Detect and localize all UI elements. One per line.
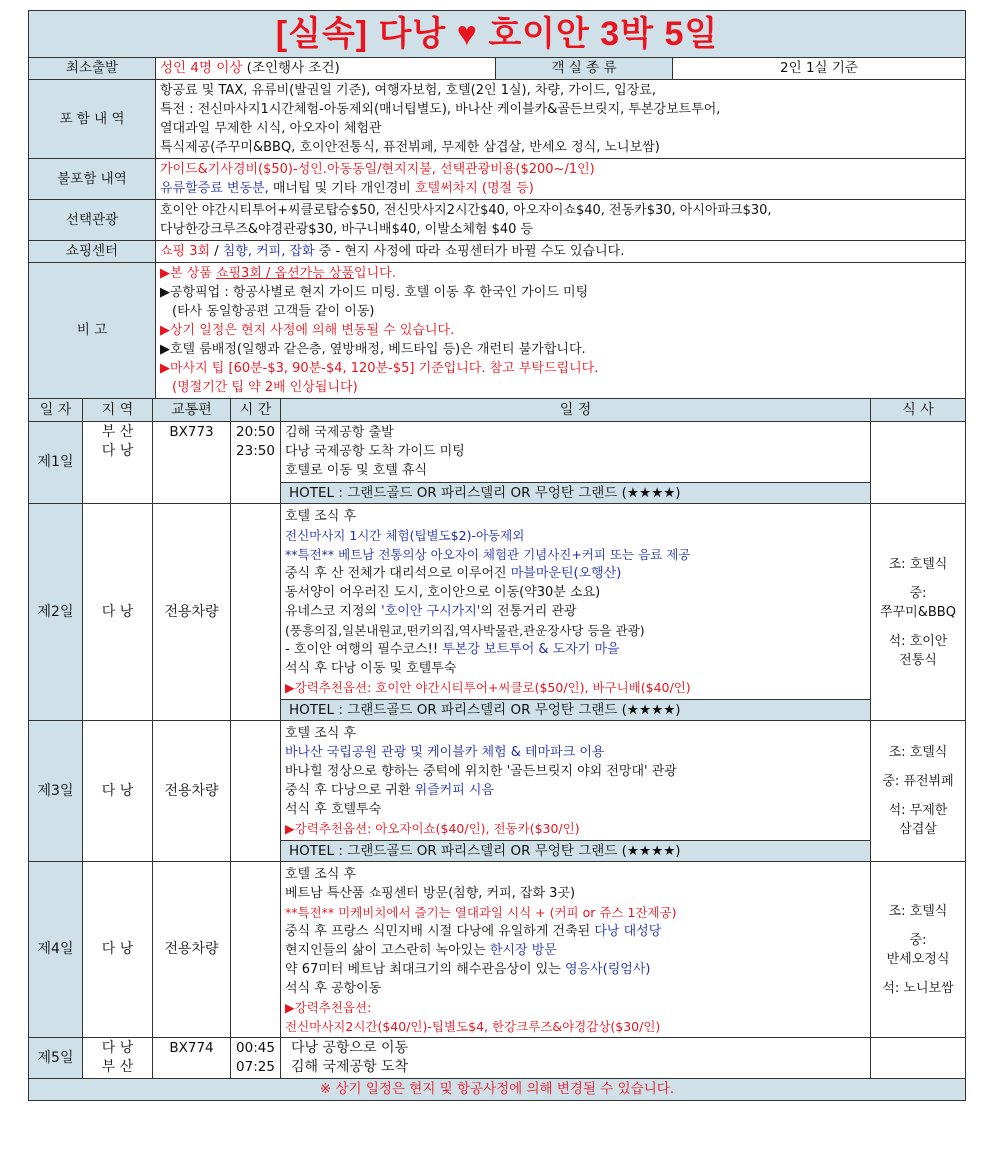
day5-meal: [871, 1038, 966, 1079]
shopping-label: 쇼핑센터: [29, 241, 156, 263]
day4-time: [231, 862, 281, 1038]
header-transport: 교통편: [153, 399, 231, 422]
info-table: [28, 10, 966, 399]
optional-tour-label: 선택관광: [29, 200, 156, 241]
day2-time: [231, 504, 281, 721]
day4-region: 다 낭: [83, 862, 153, 1038]
min-departure-label: 최소출발: [29, 58, 156, 80]
day1-flight: BX773: [153, 422, 231, 504]
day4-meal: 조: 호텔식 중: 반세오정식 석: 노니보쌈: [871, 862, 966, 1038]
day4-label: 제4일: [29, 862, 83, 1038]
day3-hotel: HOTEL : 그랜드골드 OR 파리스델리 OR 무엉탄 그랜드 (★★★★): [281, 840, 870, 861]
header-day: 일 자: [29, 399, 83, 422]
header-itinerary: 일 정: [281, 399, 871, 422]
day3-region: 다 낭: [83, 721, 153, 862]
footer-note: ※ 상기 일정은 현지 및 항공사정에 의해 변경될 수 있습니다.: [29, 1079, 966, 1101]
day1-label: 제1일: [29, 422, 83, 504]
day2-region: 다 낭: [83, 504, 153, 721]
optional-tour-content: 호이안 야간시티투어+씨클로탑승$50, 전신맛사지2시간$40, 아오자이쇼$40, 전동카$30, 아시아파크$30, 다낭한강크루즈&야경관광$30, 바구니배$40, 이발소체험 $40 등: [156, 200, 966, 241]
shopping-content: 쇼핑 3회 / 침향, 커피, 잡화 중 - 현지 사정에 따라 쇼핑센터가 바뀔 수도 있습니다.: [156, 241, 966, 263]
schedule-table: [28, 398, 966, 1101]
day3-time: [231, 721, 281, 862]
include-content: 항공료 및 TAX, 유류비(발권일 기준), 여행자보험, 호텔(2인 1실), 차량, 가이드, 입장료, 특전 : 전신마사지1시간체험-아동제외(매너팁별도), 바나산 케이블카&골든브릿지, 투본강보트투어, 열대과일 무제한 시식, 아오자이 체험관 특식제공(주꾸미&BBQ, 호이안전통식, 퓨전뷔페, 무제한 삼겹살, 반세오 정식, 노니보쌈): [156, 80, 966, 159]
header-time: 시 간: [231, 399, 281, 422]
day3-label: 제3일: [29, 721, 83, 862]
remarks-label: 비 고: [29, 263, 156, 399]
day5-itinerary: 다낭 공항으로 이동 김해 국제공항 도착: [281, 1038, 871, 1079]
day1-hotel: HOTEL : 그랜드골드 OR 파리스델리 OR 무엉탄 그랜드 (★★★★): [281, 482, 870, 503]
day1-meal: [871, 422, 966, 504]
exclude-label: 불포함 내역: [29, 159, 156, 200]
day4-itinerary: 호텔 조식 후 베트남 특산품 쇼핑센터 방문(침향, 커피, 잡화 3곳) **특전** 미케비치에서 즐기는 열대과일 시식 + (커피 or 쥬스 1잔제공) 중식 후 프랑스 식민지배 시절 다낭에 유일하게 건축된 다낭 대성당 현지인들의 삶이 고스란히 녹아있는 한시장 방문 약 67미터 베트남 최대크기의 해수관음상이 있는 영응사(링엄사) 석식 후 공항이동 ▶강력추천옵션: 전신마사지2시간($40/인)-팁별도$4, 한강크루즈&야경감상($30/인): [281, 862, 871, 1038]
day2-itinerary: 호텔 조식 후 전신마사지 1시간 체험(팁별도$2)-아동제외 **특전** 베트남 전통의상 아오자이 체험관 기념사진+커피 또는 음료 제공 중식 후 산 전체가 대리석으로 이루어진 마블마운틴(오행산) 동서양이 어우러진 도시, 호이안으로 이동(약30분 소요) 유네스코 지정의 '호이안 구시가지'의 전통거리 관광 (풍흥의집,일본내원교,떤키의집,역사박물관,관운장사당 등을 관광) - 호이안 여행의 필수코스!! 투본강 보트투어 & 도자기 마을 석식 후 다낭 이동 및 호텔투숙 ▶강력추천옵션: 호이안 야간시티투어+씨클로($50/인), 바구니배($40/인) HOTEL : 그랜드골드 OR 파리스델리 OR 무엉탄 그랜드 (★★★★): [281, 504, 871, 721]
exclude-content: 가이드&기사경비($50)-성인.아동동일/현지지불, 선택관광비용($200~/1인) 유류할증료 변동분, 매너팁 및 기타 개인경비 호텔써차지 (명절 등): [156, 159, 966, 200]
min-departure-value: 성인 4명 이상 (조인행사 조건): [156, 58, 496, 80]
day5-region: 다 낭 부 산: [83, 1038, 153, 1079]
header-meal: 식 사: [871, 399, 966, 422]
day1-itinerary: 김해 국제공항 출발 다낭 국제공항 도착 가이드 미팅 호텔로 이동 및 호텔 휴식 HOTEL : 그랜드골드 OR 파리스델리 OR 무엉탄 그랜드 (★★★★): [281, 422, 871, 504]
day5-flight: BX774: [153, 1038, 231, 1079]
itinerary-document: [28, 10, 965, 1101]
day5-time: 00:45 07:25: [231, 1038, 281, 1079]
room-type-value: 2인 1실 기준: [673, 58, 966, 80]
day4-transport: 전용차량: [153, 862, 231, 1038]
day2-label: 제2일: [29, 504, 83, 721]
day5-label: 제5일: [29, 1038, 83, 1079]
day3-itinerary: 호텔 조식 후 바나산 국립공원 관광 및 케이블카 체험 & 테마파크 이용 바나힐 정상으로 향하는 중턱에 위치한 '골든브릿지 야외 전망대' 관광 중식 후 다낭으로 귀환 위즐커피 시음 석식 후 호텔투숙 ▶강력추천옵션: 아오자이쇼($40/인), 전동카($30/인) HOTEL : 그랜드골드 OR 파리스델리 OR 무엉탄 그랜드 (★★★★): [281, 721, 871, 862]
day1-region: 부 산 다 낭: [83, 422, 153, 504]
header-region: 지 역: [83, 399, 153, 422]
day2-meal: 조: 호텔식 중: 쭈꾸미&BBQ 석: 호이안 전통식: [871, 504, 966, 721]
day3-meal: 조: 호텔식 중: 퓨전뷔페 석: 무제한 삼겹살: [871, 721, 966, 862]
include-label: 포 함 내 역: [29, 80, 156, 159]
day1-time: 20:50 23:50: [231, 422, 281, 504]
room-type-label: 객 실 종 류: [496, 58, 673, 80]
remarks-content: ▶본 상품 쇼핑3회 / 옵션가능 상품입니다. ▶공항픽업 : 항공사별로 현지 가이드 미팅. 호텔 이동 후 한국인 가이드 미팅 (타사 동일항공편 고객들 같이 이동) ▶상기 일정은 현지 사정에 의해 변동될 수 있습니다. ▶호텔 룸배정(일행과 같은층, 옆방배정, 베드타입 등)은 개런티 불가합니다. ▶마사지 팁 [60분-$3, 90분-$4, 120분-$5] 기준입니다. 참고 부탁드립니다. (명절기간 팁 약 2배 인상됩니다): [156, 263, 966, 399]
day3-transport: 전용차량: [153, 721, 231, 862]
page-title: [실속] 다낭 ♥ 호이안 3박 5일: [29, 11, 966, 58]
day2-hotel: HOTEL : 그랜드골드 OR 파리스델리 OR 무엉탄 그랜드 (★★★★): [281, 699, 870, 720]
day2-transport: 전용차량: [153, 504, 231, 721]
